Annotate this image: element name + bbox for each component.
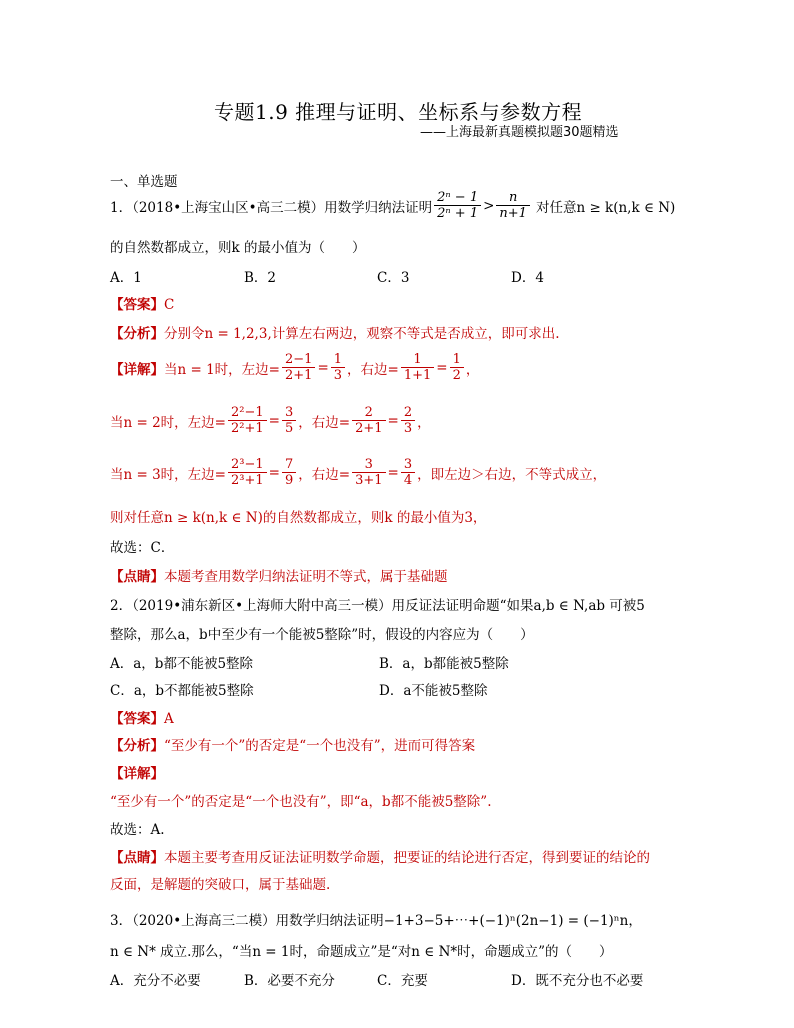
q1-stem-prefix: 1．（2018•上海宝山区•高三二模）用数学归纳法证明 [110, 199, 433, 216]
q1-stem: 1．（2018•上海宝山区•高三二模）用数学归纳法证明 $\frac{\text{2ⁿ − 1}}{\text{2ⁿ + 1}}$ > $\frac{n}{n+1}$ 对任意n ≥ k(n,k ∈ N) [110, 190, 676, 221]
q2-option-a: A．a，b都不能被5整除 [110, 656, 254, 672]
q2-stem-line1: 2．（2019•浦东新区•上海师大附中高三一模）用反证法证明命题“如果a,b ∈ N,ab 可被5 [110, 598, 645, 614]
q1-answer: 【答案】C [110, 297, 175, 313]
q3-option-a: A．充分不必要 [110, 973, 201, 989]
page-subtitle: ——上海最新真题模拟题30题精选 [420, 125, 619, 140]
q2-stem-line2: 整除，那么a，b中至少有一个能被5整除”时，假设的内容应为（ ） [110, 627, 534, 643]
q2-option-b: B．a，b都能被5整除 [379, 656, 509, 672]
section-heading: 一、单选题 [110, 174, 178, 190]
q1-option-d: D．4 [511, 270, 544, 286]
q1-stem-line2: 的自然数都成立，则k 的最小值为（ ） [110, 240, 366, 256]
q2-comment: 【点睛】本题主要考查用反证法证明数学命题，把要证的结论进行否定，得到要证的结论的 [110, 850, 650, 866]
q1-comment: 【点睛】本题考查用数学归纳法证明不等式，属于基础题 [110, 569, 448, 585]
q2-comment-line2: 反面，是解题的突破口，属于基础题. [110, 877, 331, 893]
q1-option-b: B．2 [244, 270, 277, 286]
q2-detail-tag: 【详解】 [110, 766, 164, 782]
q1-frac-left: $\frac{\text{2ⁿ − 1}}{\text{2ⁿ + 1}}$ [434, 190, 481, 221]
q2-analysis: 【分析】“至少有一个”的否定是“一个也没有”，进而可得答案 [110, 738, 476, 754]
q1-option-a: A．1 [110, 270, 142, 286]
q3-stem-line1: 3．（2020•上海高三二模）用数学归纳法证明−1+3−5+⋯+(−1)ⁿ(2n−1) = (−1)ⁿn， [110, 913, 642, 929]
q2-option-c: C．a，b不都能被5整除 [110, 683, 254, 699]
q3-option-b: B．必要不充分 [244, 973, 335, 989]
q2-detail: “至少有一个”的否定是“一个也没有”，即“a，b都不能被5整除”. [110, 794, 492, 810]
q1-detail-line3: 当n = 3时，左边= $\frac{\text{2³−1}}{\text{2³+1}}$ = $\frac{7}{9}$ ，右边= $\frac{3}{3+1}$ = $\frac{3}{4}$ ，即左边＞右边，不等式成立， [110, 457, 607, 488]
page-title: 专题1.9 推理与证明、坐标系与参数方程 [214, 100, 583, 124]
q1-choose: 故选：C． [110, 540, 175, 556]
q3-option-c: C．充要 [377, 973, 428, 989]
q1-analysis: 【分析】分别令n = 1,2,3,计算左右两边，观察不等式是否成立，即可求出. [110, 326, 560, 342]
q2-choose: 故选：A. [110, 822, 165, 838]
q1-detail-line2: 当n = 2时，左边= $\frac{\text{2²−1}}{\text{2²+1}}$ = $\frac{3}{5}$ ，右边= $\frac{2}{2+1}$ = $\frac{2}{3}$ ， [110, 405, 431, 436]
q1-conclusion: 则对任意n ≥ k(n,k ∈ N)的自然数都成立，则k 的最小值为3， [110, 510, 487, 526]
q2-answer: 【答案】A [110, 711, 174, 727]
q3-option-d: D．既不充分也不必要 [511, 973, 644, 989]
q1-detail-line1: 【详解】 当n = 1时，左边= $\frac{2-1}{2+1}$ = $\frac{1}{3}$ ，右边= $\frac{1}{1+1}$ = $\frac{1}{2}$ ， [110, 352, 480, 383]
q1-option-c: C．3 [377, 270, 410, 286]
q1-frac-right: $\frac{n}{n+1}$ [496, 190, 530, 221]
q2-option-d: D．a不能被5整除 [379, 683, 488, 699]
q1-stem-suffix: 对任意n ≥ k(n,k ∈ N) [535, 199, 676, 216]
q3-stem-line2: n ∈ N* 成立.那么，“当n = 1时，命题成立”是“对n ∈ N*时，命题成立”的（ ） [110, 944, 613, 960]
